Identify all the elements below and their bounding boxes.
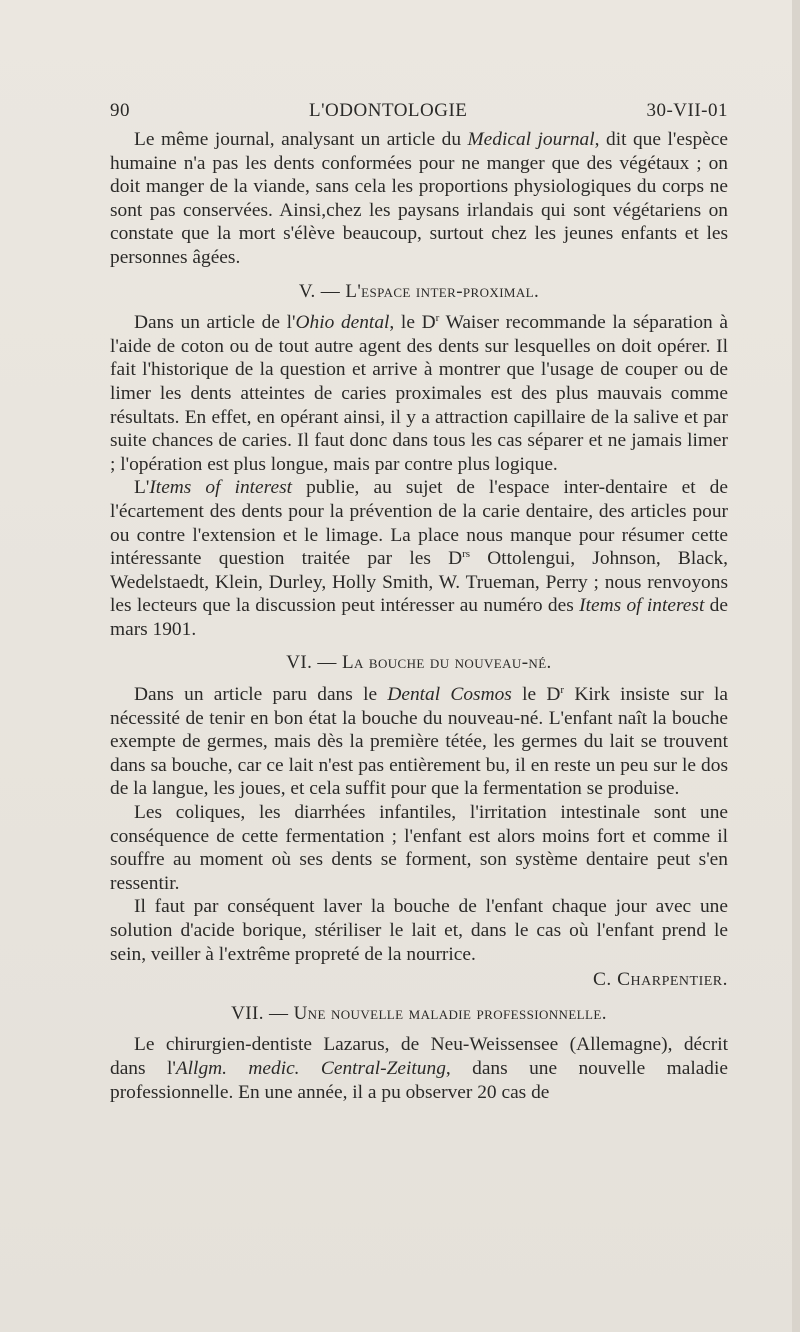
section-vi-paragraph-2: Les coliques, les diarrhées infantiles, l'irritation intestinale sont une conséquence de cette fermentation ; l'enfant est alors moins fort et comme il souffre au moment où ses dents se forment, son système dentaire peut s'en ressentir. <box>110 802 728 894</box>
journal-ref: Items of interest <box>579 595 705 617</box>
author-signature: C. Charpentier. <box>592 969 728 991</box>
running-head <box>110 100 728 122</box>
section-v-paragraph-2: L'Items of interest publie, au sujet de l'espace inter-dentaire et de l'écartement des dents pour la prévention de la carie dentaire, des articles pour ou contre l'extension et le limage. La place nous manque pour résumer cette intéressante question traitée par les $D^{rs}$ Ottolengui, Johnson, Black, Wedelstaedt, Klein, Durley, Holly Smith, W. Trueman, Perry ; nous renvoyons les lecteurs que la discussion peut intéresser au numéro des Items of interest de mars 1901. <box>110 477 728 640</box>
section-heading-v: V. — L'espace inter-proximal. <box>298 280 540 302</box>
section-heading-vii: VII. — Une nouvelle maladie professionnelle. <box>231 1002 607 1024</box>
section-vi-paragraph-3: Il faut par conséquent laver la bouche de l'enfant chaque jour avec une solution d'acide borique, stériliser le lait et, dans le cas où l'enfant prend le sein, veiller à l'extrême propreté de la nourrice. <box>110 896 728 965</box>
page-edge <box>792 0 800 1332</box>
page-number: 90 <box>110 100 130 121</box>
journal-ref: Medical journal <box>467 129 595 150</box>
journal-ref: Dental Cosmos <box>387 684 512 706</box>
section-vii-paragraph-1: Le chirurgien-dentiste Lazarus, de Neu-Weissensee (Allemagne), décrit dans l'Allgm. medic. Central-Zeitung, dans une nouvelle maladie professionnelle. En une année, il a pu observer 20 cas de <box>110 1034 728 1103</box>
body-text <box>110 128 728 1104</box>
intro-paragraph: Le même journal, analysant un article du Medical journal, dit que l'espèce humaine n'a pas les dents conformées pour ne manger que des végétaux ; on doit manger de la viande, sans cela les proportions physiologiques du corps ne sont pas conservées. Ainsi,chez les paysans irlandais qui sont végétariens on constate que la mort s'élève beaucoup, surtout chez les jeunes enfants et les personnes âgées. <box>110 129 729 268</box>
section-heading-vi: VI. — La bouche du nouveau-né. <box>286 652 552 674</box>
issue-date: 30-VII-01 <box>646 100 728 121</box>
journal-title: L'ODONTOLOGIE <box>309 100 468 121</box>
journal-ref: Allgm. medic. Central-Zeitung <box>175 1057 446 1079</box>
journal-ref: Items of interest <box>149 477 293 499</box>
section-vi-paragraph-1: Dans un article paru dans le Dental Cosmos le $D^r$ Kirk insiste sur la nécessité de tenir en bon état la bouche du nouveau-né. L'enfant naît la bouche exempte de germes, mais dès la première tétée, les germes du lait se trouvent dans sa bouche, car ce lait n'est pas entièrement bu, il en reste un peu sur le dos de la langue, les joues, et cela suffit pour que la fermentation se produise. <box>110 684 728 800</box>
section-v-paragraph-1: Dans un article de l'Ohio dental, le $D^r$ Waiser recommande la séparation à l'aide de coton ou de tout autre agent des dents sur lesquelles on doit opérer. Il fait l'historique de la question et arrive à montrer que l'usage de couper ou de limer les dents atteintes de caries proximales est des plus mauvais comme résultats. En effet, en opérant ainsi, il y a attraction capillaire de la salive et par suite chances de caries. Il faut donc dans tous les cas séparer et ne jamais limer ; l'opération est plus longue, mais par contre plus logique. <box>110 312 728 475</box>
journal-ref: Ohio dental <box>295 312 390 334</box>
